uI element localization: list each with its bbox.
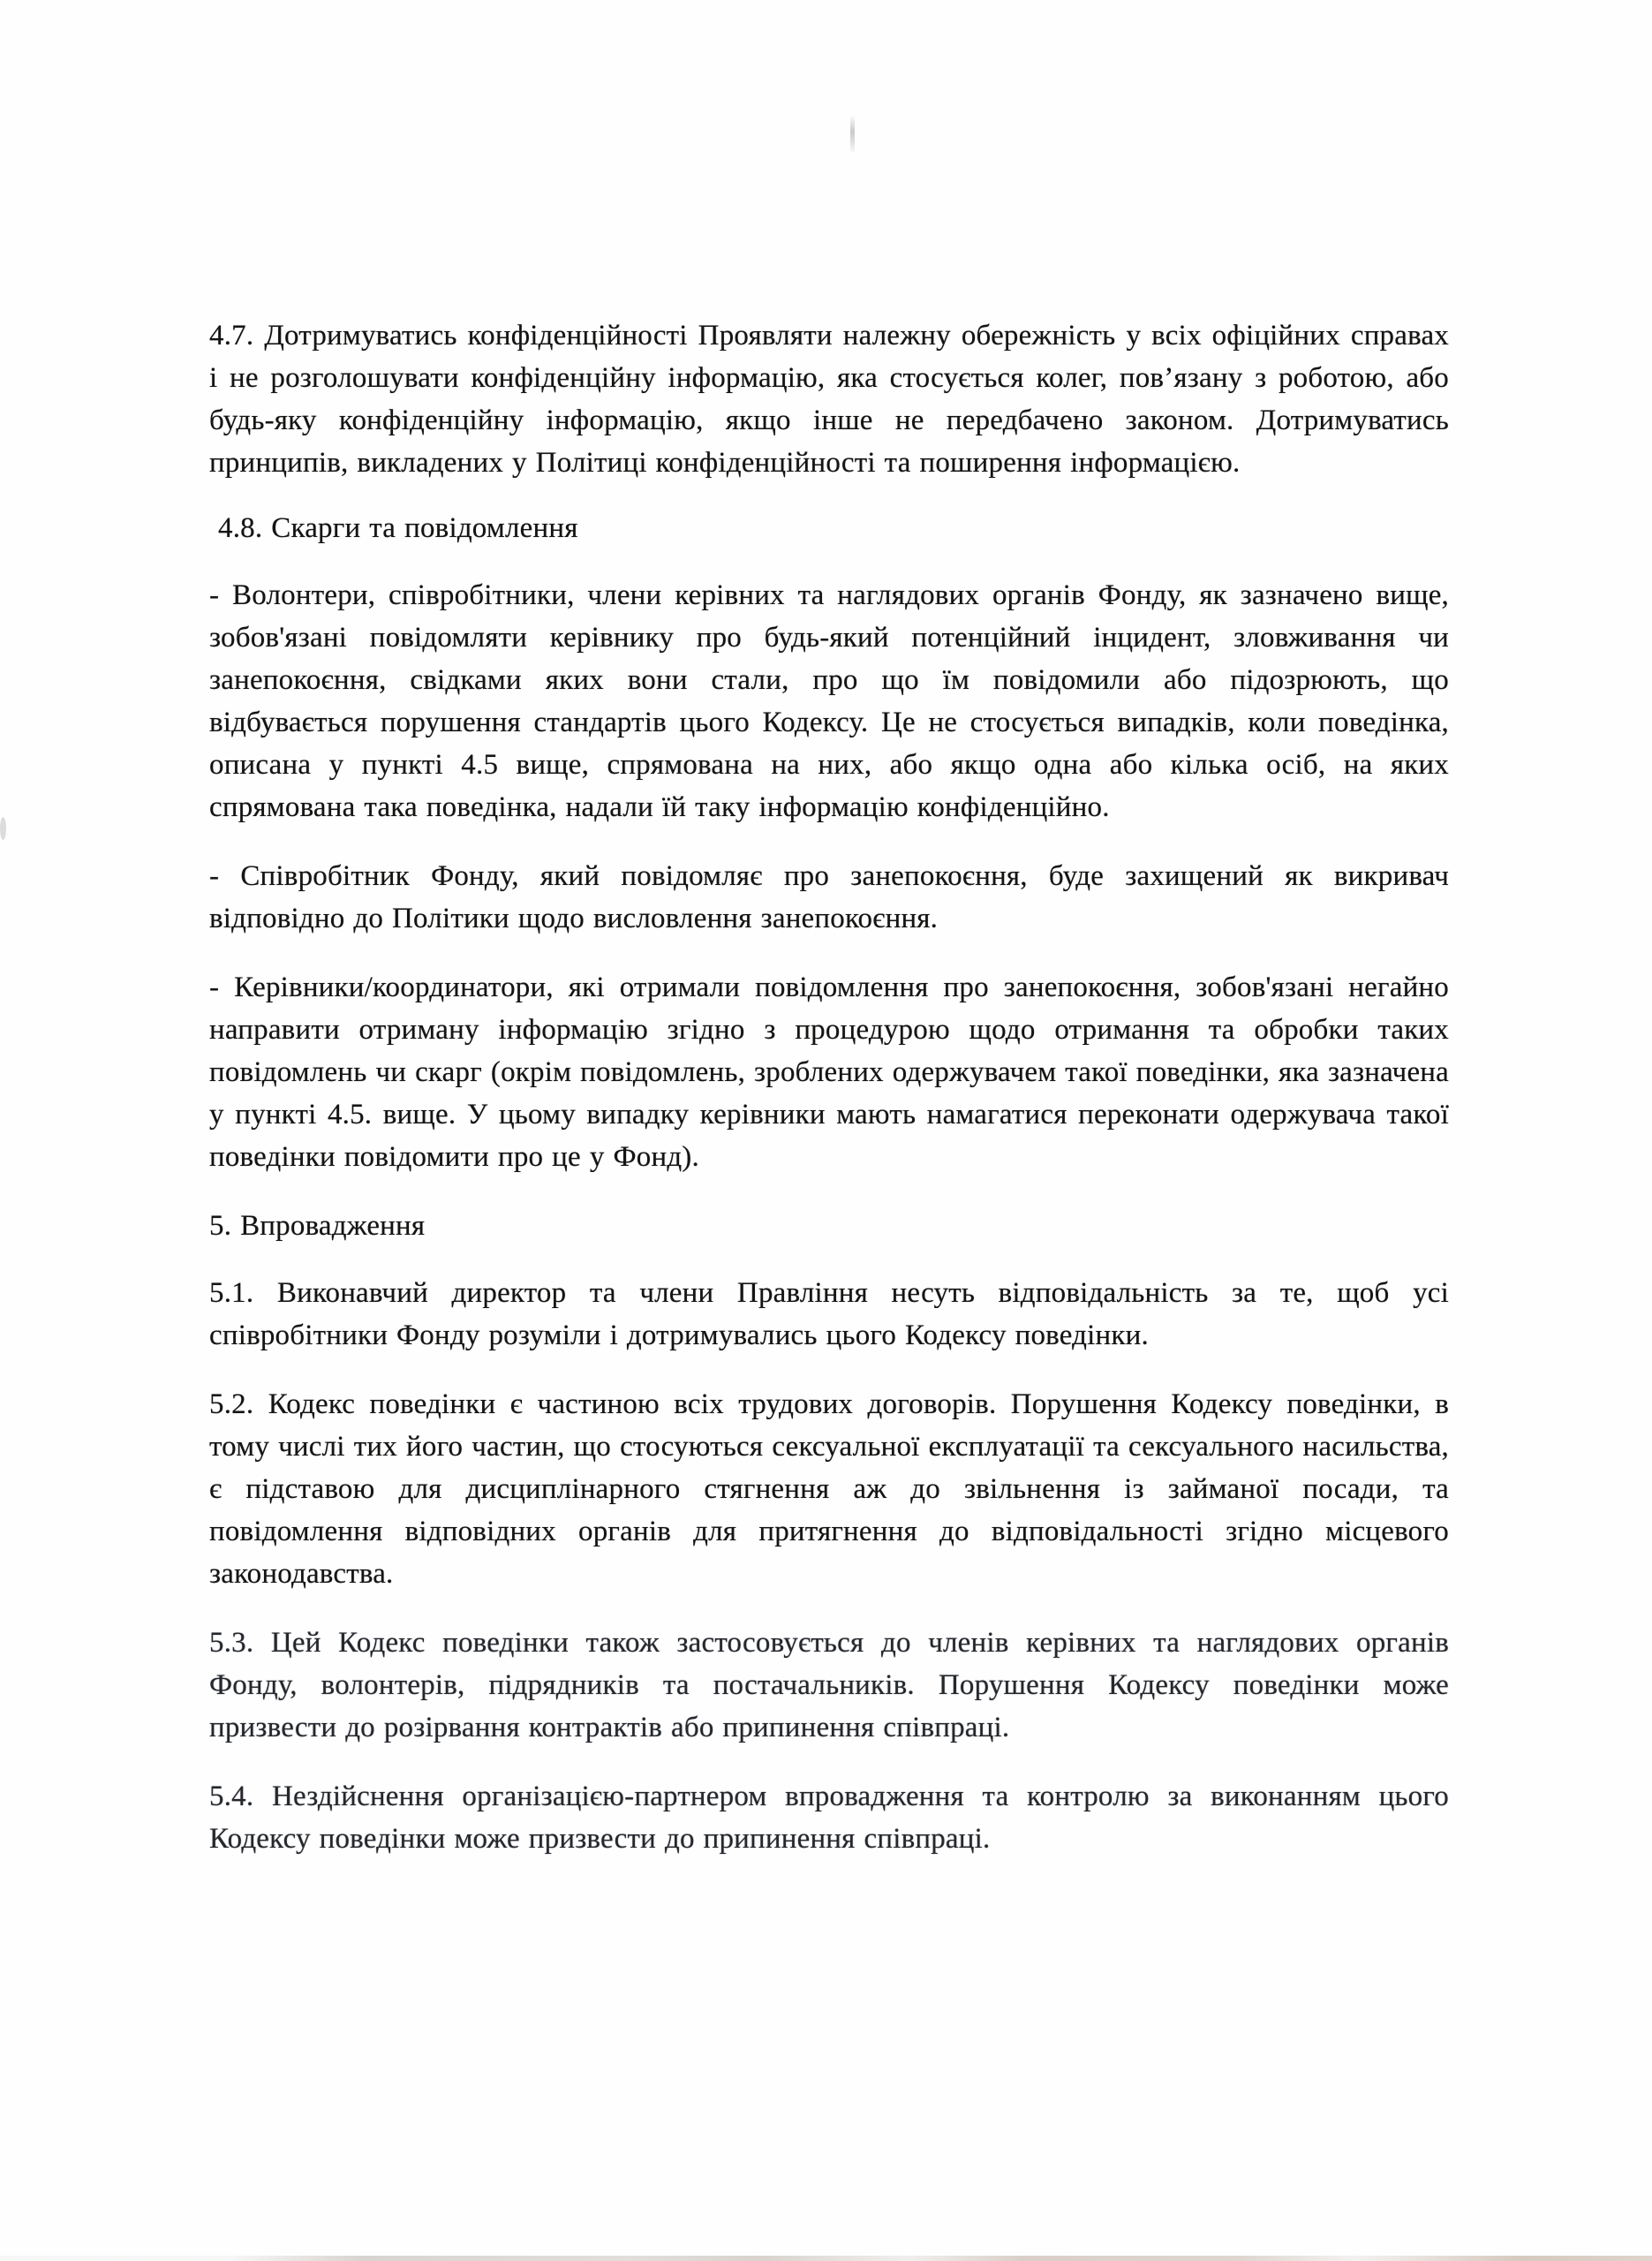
paragraph-5-2-labor-contracts: 5.2. Кодекс поведінки є частиною всіх трудових договорів. Порушення Кодексу поведінки, в тому числі тих його частин, що стосуються сексуальної експлуатації та сексуального насильства, є підставою для дисциплінарного стягнення аж до звільнення із займаної посади, та повідомлення відповідних органів для притягнення до відповідальності згідно місцевого законодавства. xyxy=(209,1388,1449,1590)
document-text-block xyxy=(209,314,1449,1883)
paragraph-5-4-partner-organization: 5.4. Нездійснення організацією-партнером впровадження та контролю за виконанням цього Кодексу поведінки може призвести до припинення співпраці. xyxy=(209,1781,1449,1855)
heading-4-8-complaints: 4.8. Скарги та повідомлення xyxy=(218,512,578,544)
paragraph-5-1-director-responsibility: 5.1. Виконавчий директор та члени Правління несуть відповідальність за те, щоб усі співробітники Фонду розуміли і дотримувались цього Кодексу поведінки. xyxy=(209,1277,1449,1351)
scan-bottom-edge-artifact xyxy=(0,2256,1652,2261)
scan-smudge-artifact xyxy=(850,115,855,152)
paragraph-5-3-scope: 5.3. Цей Кодекс поведінки також застосовується до членів керівних та наглядових органів Фонду, волонтерів, підрядників та постачальників. Порушення Кодексу поведінки може призвести до розірвання контрактів або припинення співпраці. xyxy=(209,1627,1449,1743)
bullet-employee-whistleblower: - Співробітник Фонду, який повідомляє про занепокоєння, буде захищений як викривач відповідно до Політики щодо висловлення занепокоєння. xyxy=(209,860,1449,934)
bullet-managers-coordinators: - Керівники/координатори, які отримали повідомлення про занепокоєння, зобов'язані негайно направити отриману інформацію згідно з процедурою щодо отримання та обробки таких повідомлень чи скарг (окрім повідомлень, зроблених одержувачем такої поведінки, яка зазначена у пункті 4.5. вище. У цьому випадку керівники мають намагатися переконати одержувача такої поведінки повідомити про це у Фонд). xyxy=(209,972,1449,1173)
scan-smudge-artifact xyxy=(0,817,6,840)
bullet-volunteers-obligation: - Волонтери, співробітники, члени керівних та наглядових органів Фонду, як зазначено вище, зобов'язані повідомляти керівнику про будь-який потенційний інцидент, зловживання чи занепокоєння, свідками яких вони стали, про що їм повідомили або підозрюють, що відбувається порушення стандартів цього Кодексу. Це не стосується випадків, коли поведінка, описана у пункті 4.5 вище, спрямована на них, або якщо одна або кілька осіб, на яких спрямована така поведінка, надали їй таку інформацію конфіденційно. xyxy=(209,579,1449,823)
heading-5-implementation: 5. Впровадження xyxy=(209,1210,426,1242)
paragraph-4-7-confidentiality: 4.7. Дотримуватись конфіденційності Проявляти належну обережність у всіх офіційних справах і не розголошувати конфіденційну інформацію, яка стосується колег, пов’язану з роботою, або будь-яку конфіденційну інформацію, якщо інше не передбачено законом. Дотримуватись принципів, викладених у Політиці конфіденційності та поширення інформацією. xyxy=(209,320,1449,479)
